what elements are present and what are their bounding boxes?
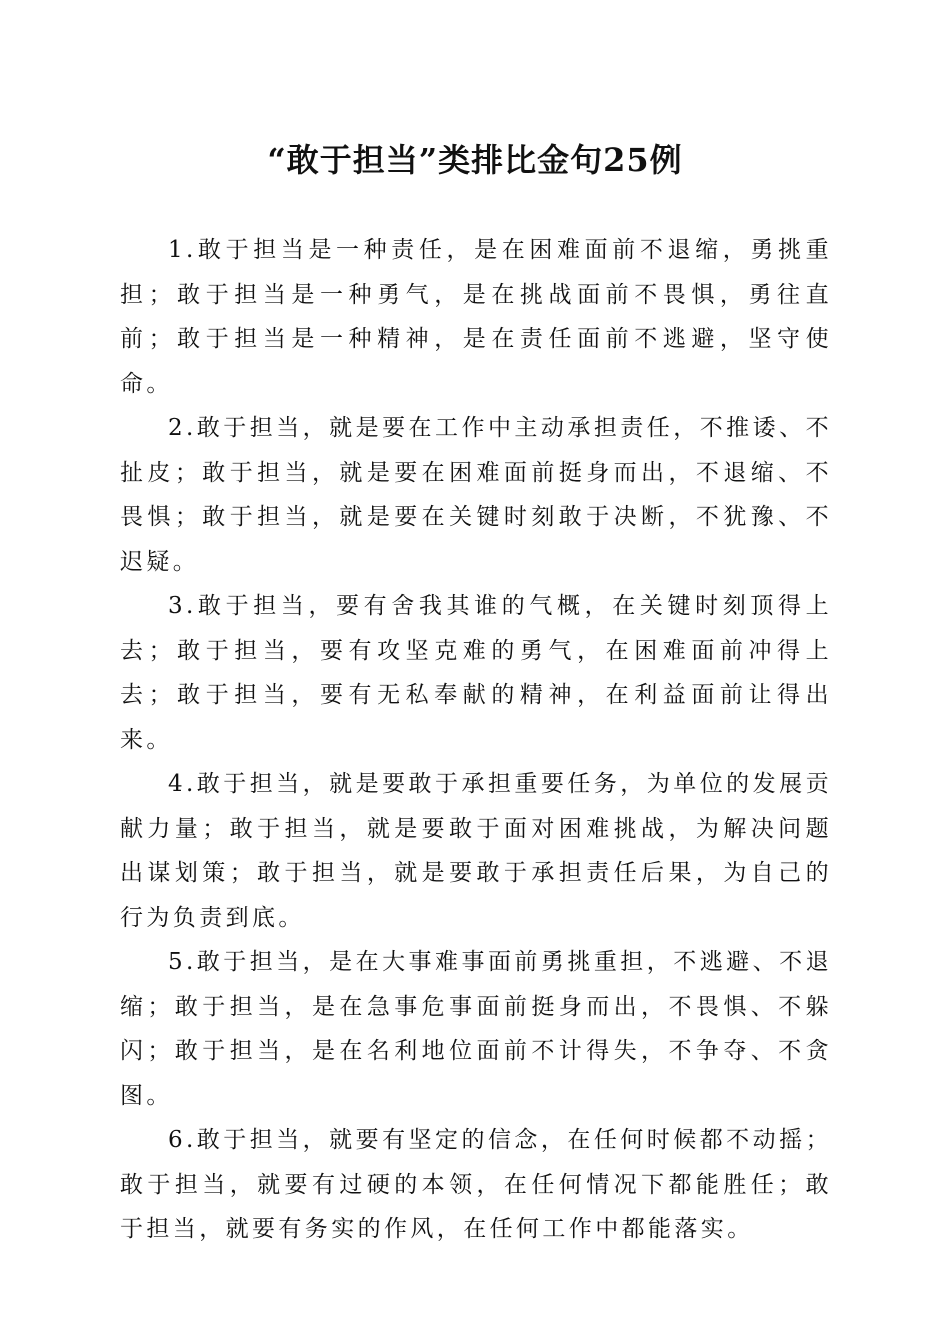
document-body bbox=[120, 228, 832, 1252]
paragraph-2: 2.敢于担当，就是要在工作中主动承担责任，不推诿、不扯皮；敢于担当，就是要在困难面前挺身而出，不退缩、不畏惧；敢于担当，就是要在关键时刻敢于决断，不犹豫、不迟疑。 bbox=[120, 415, 832, 575]
paragraph-5: 5.敢于担当，是在大事难事面前勇挑重担，不逃避、不退缩；敢于担当，是在急事危事面前挺身而出，不畏惧、不躲闪；敢于担当，是在名利地位面前不计得失，不争夺、不贪图。 bbox=[120, 949, 832, 1109]
paragraph-1: 1.敢于担当是一种责任，是在困难面前不退缩，勇挑重担；敢于担当是一种勇气，是在挑战面前不畏惧，勇往直前；敢于担当是一种精神，是在责任面前不逃避，坚守使命。 bbox=[120, 237, 832, 397]
page-title: “敢于担当”类排比金句25例 bbox=[267, 141, 683, 179]
paragraph-4: 4.敢于担当，就是要敢于承担重要任务，为单位的发展贡献力量；敢于担当，就是要敢于面对困难挑战，为解决问题出谋划策；敢于担当，就是要敢于承担责任后果，为自己的行为负责到底。 bbox=[120, 771, 832, 931]
paragraph-6: 6.敢于担当，就要有坚定的信念，在任何时候都不动摇；敢于担当，就要有过硬的本领，在任何情况下都能胜任；敢于担当，就要有务实的作风，在任何工作中都能落实。 bbox=[120, 1127, 832, 1242]
paragraph-3: 3.敢于担当，要有舍我其谁的气概，在关键时刻顶得上去；敢于担当，要有攻坚克难的勇气，在困难面前冲得上去；敢于担当，要有无私奉献的精神，在利益面前让得出来。 bbox=[120, 593, 832, 753]
